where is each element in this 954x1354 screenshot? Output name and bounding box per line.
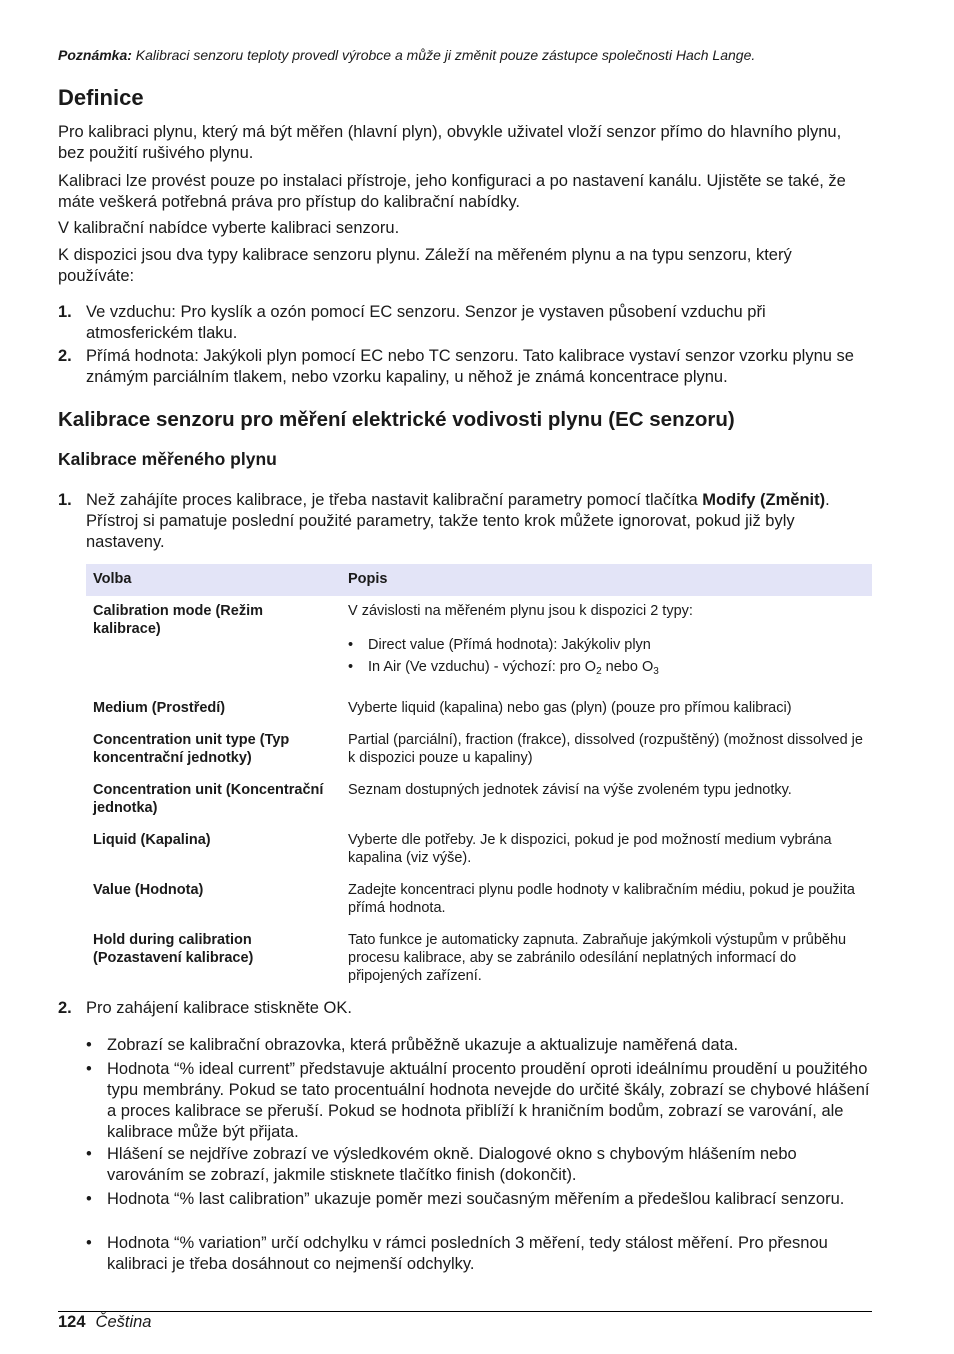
table-cell-description: Vyberte liquid (kapalina) nebo gas (plyn) (pouze pro přímou kalibraci): [348, 700, 792, 716]
table-cell-description: Vyberte dle potřeby. Je k dispozici, pokud je pod možností medium vybrána kapalina (viz výše).: [348, 832, 832, 866]
note: [58, 47, 755, 64]
column-header-description: Popis: [348, 571, 388, 587]
note-text: Kalibraci senzoru teploty provedl výrobce a může ji změnit pouze zástupce společnosti Hach Lange.: [131, 47, 756, 63]
table-cell-option: Hold during calibration (Pozastavení kalibrace): [93, 932, 254, 966]
step-text: Než zahájíte proces kalibrace, je třeba nastavit kalibrační parametry pomocí tlačítka Modify (Změnit). Přístroj si pamatuje poslední použité parametry, takže tento krok můžete ignorovat, pokud již byly nastaveny.: [86, 491, 830, 551]
bullet-text: Hlášení se nejdříve zobrazí ve výsledkovém okně. Dialogové okno s chybovým hlášením nebo varováním se zobrazí, jakmile stisknete tlačítko finish (dokončit).: [107, 1145, 797, 1184]
definice-paragraph: V kalibrační nabídce vyberte kalibraci senzoru.: [58, 219, 400, 237]
section-subheading: Kalibrace měřeného plynu: [58, 449, 277, 469]
section-heading: Kalibrace senzoru pro měření elektrické vodivosti plynu (EC senzoru): [58, 408, 735, 431]
table-cell-option: Medium (Prostředí): [93, 700, 226, 716]
list-text: Přímá hodnota: Jakýkoli plyn pomocí EC nebo TC senzoru. Tato kalibrace vystaví senzor vzorku plynu se známým parciálním tlakem, nebo vzorku kapaliny, u něhož je známá koncentrace plynu.: [86, 347, 854, 386]
definice-paragraph: Kalibraci lze provést pouze po instalaci přístroje, jeho konfiguraci a po nastavení kanálu. Ujistěte se také, že máte veškerá potřebná práva pro přístup do kalibrační nabídky.: [58, 172, 846, 211]
table-cell-description: Seznam dostupných jednotek závisí na výše zvoleném typu jednotky.: [348, 782, 792, 798]
definice-paragraph: Pro kalibraci plynu, který má být měřen (hlavní plyn), obvykle uživatel vloží senzor přímo do hlavního plynu, bez použití rušivého plynu.: [58, 123, 842, 162]
column-header-option: Volba: [93, 571, 132, 587]
table-cell-option: Calibration mode (Režim kalibrace): [93, 603, 263, 637]
step-number: 1.: [58, 491, 72, 509]
table-cell-description: V závislosti na měřeném plynu jsou k dispozici 2 typy:: [348, 603, 693, 619]
table-cell-description: Partial (parciální), fraction (frakce), dissolved (rozpuštěný) (možnost dissolved je k dispozici pouze u kapaliny): [348, 732, 863, 766]
note-label: Poznámka:: [58, 47, 132, 63]
table-cell-description: Zadejte koncentraci plynu podle hodnoty v kalibračním médiu, pokud je použita přímá hodnota.: [348, 882, 855, 916]
table-cell-option: Value (Hodnota): [93, 882, 204, 898]
step-text: Pro zahájení kalibrace stiskněte OK.: [86, 999, 352, 1017]
table-cell-option: Liquid (Kapalina): [93, 832, 211, 848]
table-cell-description: Tato funkce je automaticky zapnuta. Zabraňuje jakýmkoli výstupům v průběhu procesu kalibrace, aby se zabránilo odesílání neplatných informací do připojených zařízení.: [348, 932, 847, 984]
bullet-text: Hodnota “% last calibration” ukazuje poměr mezi současným měřením a předešlou kalibrací senzoru.: [107, 1190, 845, 1208]
table-cell-option: Concentration unit type (Typ koncentrační jednotky): [93, 732, 290, 766]
footer-language: Čeština: [95, 1313, 152, 1331]
list-number: 1.: [58, 303, 72, 321]
page-number: 124: [58, 1313, 86, 1331]
list-text: Ve vzduchu: Pro kyslík a ozón pomocí EC senzoru. Senzor je vystaven působení vzduchu při atmosferickém tlaku.: [86, 303, 766, 342]
bullet-text: Hodnota “% variation” určí odchylku v rámci posledních 3 měření, tedy stálost měření. Pro přesnou kalibraci je třeba dosáhnout co nejmenší odchylky.: [107, 1234, 828, 1273]
footer: [58, 1312, 151, 1333]
table-cell-option: Concentration unit (Koncentrační jednotka): [93, 782, 324, 816]
footer-divider: [58, 1311, 872, 1312]
bullet-text: Hodnota “% ideal current” představuje aktuální procento proudění oproti ideálnímu proudění u použitého typu membrány. Pokud se tato procentuální hodnota nevejde do určité škály, zobrazí se chybové hlášení a proces kalibrace se přeruší. Pokud se hodnota přiblíží k hraničním bodům, zobrazí se varování, ale kalibrace může být přijata.: [107, 1060, 870, 1141]
definice-heading: Definice: [58, 85, 144, 110]
definice-paragraph: K dispozici jsou dva typy kalibrace senzoru plynu. Záleží na měřeném plynu a na typu senzoru, který používáte:: [58, 246, 792, 285]
step-number: 2.: [58, 999, 72, 1017]
bullet-text: Zobrazí se kalibrační obrazovka, která průběžně ukazuje a aktualizuje naměřená data.: [107, 1036, 739, 1054]
list-number: 2.: [58, 347, 72, 365]
table-header: [86, 564, 872, 596]
